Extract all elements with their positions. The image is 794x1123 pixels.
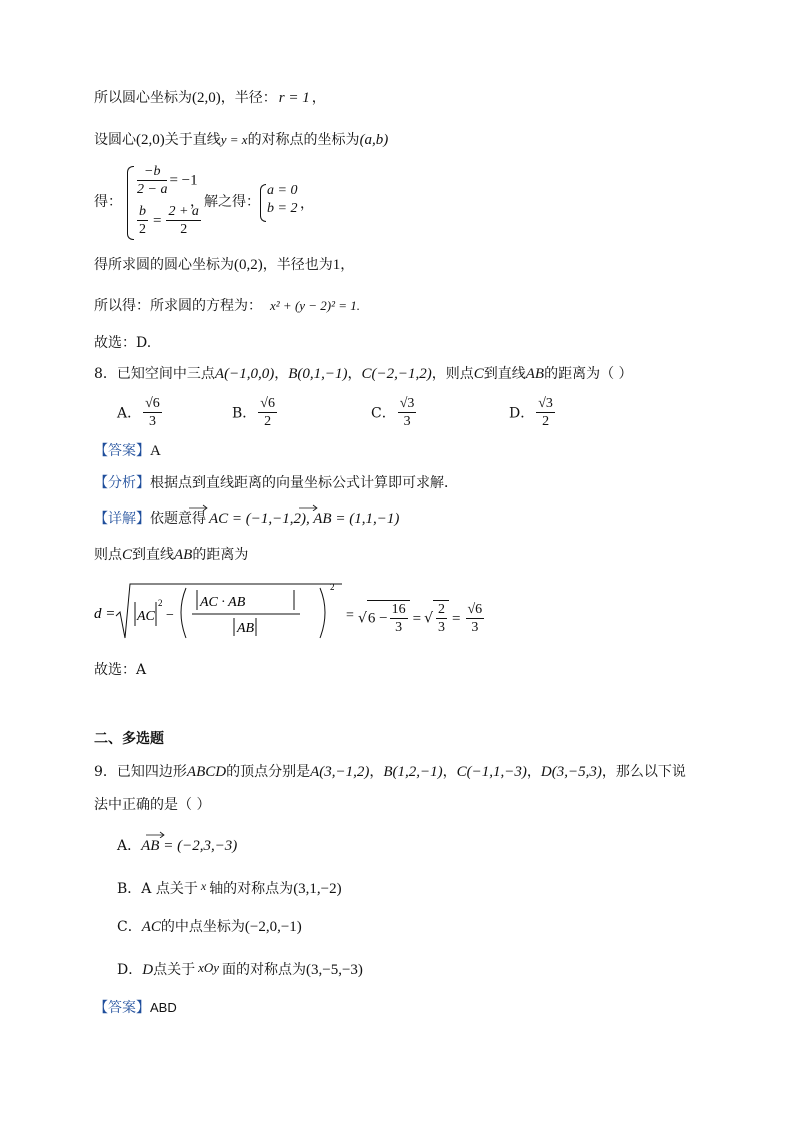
q8-option-c[interactable] [371,395,418,430]
q9-stem-line2: 法中正确的是（ ） [94,797,211,813]
q9-option-d[interactable] [117,958,363,980]
text: ， [347,366,362,382]
line-circle-center [94,88,326,108]
text: 到直线 [483,366,526,382]
vector-arrows [187,503,327,511]
text: ，则点 [431,366,474,382]
text: ，那么以下说 [601,764,686,780]
option-label: C． [371,405,396,422]
detail-tag: 【详解】 [94,511,150,527]
answer-tag: 【答案】 [94,1000,150,1016]
abs-ab: AB [237,621,255,636]
answer-value: A [150,443,161,459]
option-label: C． [117,919,142,935]
q9-option-b[interactable] [117,876,342,899]
equals-1: = [346,608,354,623]
fraction [137,203,148,238]
math: AC [141,919,161,935]
text: 所以得：所求圆的方程为： [94,298,262,314]
numerator: b [139,204,146,219]
solution-b: b = 2 [267,201,298,216]
text: 则点 [94,547,122,563]
math: xOy [198,960,220,975]
denominator: 2 [180,222,188,237]
section-title: 二、多选题 [94,731,164,747]
point-b: B(0,1,−1) [288,366,348,382]
option-label: B． [232,405,257,422]
text: ， [311,90,326,106]
equation-1 [135,163,198,198]
text: 到直线 [132,547,175,563]
denominator: 2 [542,414,550,429]
math: ABCD [186,764,227,780]
numerator: 2 [438,602,446,617]
math: (a,b) [359,132,389,148]
option-text: AB = (−2,3,−3) [141,838,238,854]
option-label: D． [509,405,535,422]
line-circle-equation [94,296,360,316]
left-brace [127,166,134,240]
analysis-text: 根据点到直线距离的向量坐标公式计算即可求解． [150,475,458,491]
q8-option-a[interactable] [117,395,164,430]
text: ， [274,366,289,382]
numerator: −b [137,163,167,181]
abs-ac: AC [137,609,155,624]
text: ， [526,764,541,780]
option-label: D． [117,962,143,978]
solve-text: ，解之得： [190,194,260,210]
formula-tail: √6 − $\frac{16}{3}$ = √ $\frac{2}{3}$ = $\frac{√6}{3}$ [358,602,483,635]
point-a: A(−1,0,0) [214,366,275,382]
fraction [436,601,447,636]
q8-distance-line [94,545,248,565]
text: ， [442,764,457,780]
equals: = [452,610,461,627]
math: (3,1,−2) [293,881,342,897]
numerator: √6 [260,396,275,411]
dot-product: AC · AB [200,595,246,610]
text: 得所求圆的圆心坐标为 [94,257,234,273]
point-c: C(−1,1,−3) [456,764,527,780]
fraction [143,395,162,430]
line-new-center [94,255,354,275]
math: (−2,0,−1) [244,919,302,935]
math: (3,−5,−3) [306,962,363,978]
text: 设圆心 [94,132,136,148]
text: 9．已知四边形 [94,764,187,780]
equals: = [412,610,422,627]
answer-value: ABD [150,1000,177,1015]
text: 所以圆心坐标为 [94,90,192,106]
option-label: A． [117,405,142,422]
text: ，半径也为 [262,257,333,273]
text: A 点关于 [141,881,198,897]
equals: = [153,212,162,229]
denominator: 3 [148,414,156,429]
fraction [536,395,555,430]
q8-answer [94,441,161,461]
q9-option-c[interactable] [117,917,302,937]
math: AB [525,366,545,382]
numerator: √6 [145,396,160,411]
math: y = x [220,132,248,147]
text: 面的对称点为 [222,962,307,978]
q8-option-d[interactable] [509,395,557,430]
text: 关于直线 [164,132,221,148]
denominator: 3 [471,620,479,635]
q9-stem [94,762,686,782]
exponent: 2 [158,598,163,608]
formula-d: d = [94,606,116,622]
q8-stem [94,364,633,384]
text: 的中点坐标为 [160,919,245,935]
denominator: 3 [403,414,411,429]
vector-arrow [144,830,168,838]
analysis-tag: 【分析】 [94,475,150,491]
q8-detail [94,509,399,529]
text: 的对称点的坐标为 [247,132,360,148]
math: r = 1 [278,90,310,106]
denominator: 2 − a [137,182,168,197]
text: 点关于 [153,962,196,978]
text: 依题意得 [150,511,206,527]
option-label: A． [117,838,142,854]
math: x [200,879,207,893]
math: (2,0) [192,90,221,106]
text: 的距离为（ ） [544,366,633,382]
q8-analysis [94,473,458,493]
numerator: √3 [399,396,415,411]
six-minus: 6 − [367,610,388,627]
rhs: = −1 [169,172,198,189]
q9-answer [94,998,177,1018]
vector-coordinates: AC = (−1,−1,2), AB = (1,1,−1) [209,511,400,527]
denominator: 2 [264,414,272,429]
numerator: 2 + a [168,204,199,219]
math: D [142,962,154,978]
q8-conclusion: 故选：A [94,662,147,678]
denominator: 3 [395,620,403,635]
fraction [258,395,277,430]
denominator: 2 [139,222,146,237]
math: 1 [332,257,341,273]
numerator: 16 [391,602,406,617]
text: 轴的对称点为 [209,881,294,897]
fraction [137,163,167,198]
denominator: 3 [438,620,446,635]
math: C [473,366,484,382]
fraction [466,601,485,636]
minus-sign: − [166,608,174,623]
math: C [122,547,133,563]
solution-a: a = 0 [267,183,298,198]
q9-option-a[interactable] [117,836,237,856]
text: 8．已知空间中三点 [94,366,215,382]
math: (0,2) [234,257,263,273]
math: (2,0) [136,132,165,148]
answer-tag: 【答案】 [94,443,150,459]
math: x² + (y − 2)² = 1. [270,298,361,313]
numerator: √6 [467,602,483,617]
fraction [390,601,408,636]
point-c: C(−2,−1,2) [361,366,432,382]
text: 的顶点分别是 [226,764,311,780]
comma: ， [300,196,314,212]
option-label: B． [117,881,142,897]
numerator: √3 [538,396,553,411]
math: AB [174,547,193,563]
point-a: A(3,−1,2) [310,764,370,780]
system-lead: 得： [94,194,122,210]
q8-option-b[interactable] [232,395,279,430]
point-b: B(1,2,−1) [383,764,443,780]
text: 的距离为 [192,547,249,563]
left-brace-2 [260,184,266,222]
fraction [398,395,417,430]
choice-line: 故选：D. [94,335,152,351]
text: ， [340,257,355,273]
distance-formula [94,578,394,648]
text: ，半径： [220,90,277,106]
exponent: 2 [330,582,335,592]
point-d: D(3,−5,3) [540,764,602,780]
line-symmetric-point [94,130,388,150]
text: ， [369,764,384,780]
